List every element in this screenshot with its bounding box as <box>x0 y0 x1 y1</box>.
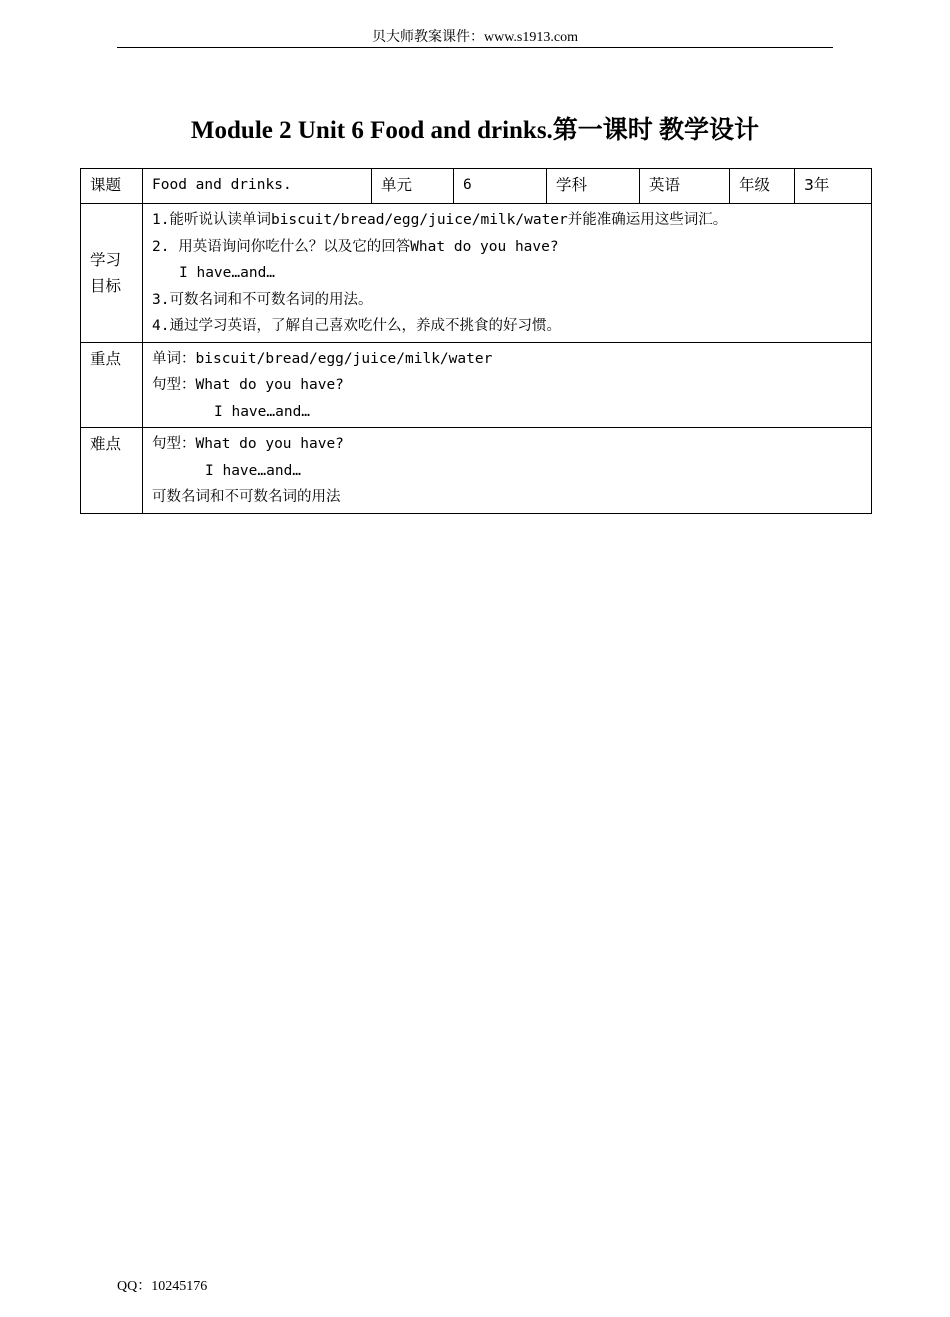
difficulty-line: 句型：What do you have? <box>152 436 344 452</box>
page-header: 贝大师教案课件：www.s1913.com <box>372 30 578 45</box>
unit-label: 单元 <box>372 169 454 204</box>
topic-value: Food and drinks. <box>143 169 372 204</box>
table-row-objectives <box>81 204 872 343</box>
unit-value: 6 <box>454 169 547 204</box>
grade-value: 3年 <box>795 169 872 204</box>
objective-line: 3.可数名词和不可数名词的用法。 <box>152 291 373 308</box>
header-rule <box>117 47 833 48</box>
key-points-content <box>143 342 872 428</box>
key-point-line: I have…and… <box>214 403 311 420</box>
table-row-difficulties <box>81 428 872 514</box>
topic-label: 课题 <box>81 169 143 204</box>
table-row-header-info <box>81 169 872 204</box>
difficulties-label: 难点 <box>81 428 143 514</box>
objectives-label-line1: 学习 <box>90 250 122 269</box>
objective-line: 1.能听说认读单词biscuit/bread/egg/juice/milk/water并能准确运用这些词汇。 <box>152 212 728 228</box>
footer-qq: QQ：10245176 <box>117 1279 208 1294</box>
objectives-label-line2: 目标 <box>90 277 122 296</box>
lesson-plan-table <box>80 168 872 514</box>
difficulties-content <box>143 428 872 514</box>
objectives-label <box>81 204 143 343</box>
subject-value: 英语 <box>640 169 730 204</box>
subject-label: 学科 <box>547 169 640 204</box>
difficulty-line: 可数名词和不可数名词的用法 <box>152 489 341 505</box>
objective-line: I have…and… <box>179 265 276 281</box>
table-row-key-points <box>81 342 872 428</box>
key-points-label: 重点 <box>81 342 143 428</box>
document-title: Module 2 Unit 6 Food and drinks.第一课时 教学设计 <box>190 117 760 144</box>
key-point-line: 句型：What do you have? <box>152 377 344 393</box>
objective-line: 2. 用英语询问你吃什么？以及它的回答What do you have? <box>152 238 559 255</box>
objectives-content <box>143 204 872 343</box>
grade-label: 年级 <box>730 169 795 204</box>
objective-line: 4.通过学习英语，了解自己喜欢吃什么，养成不挑食的好习惯。 <box>152 318 561 334</box>
difficulty-line: I have…and… <box>205 462 302 479</box>
key-point-line: 单词：biscuit/bread/egg/juice/milk/water <box>152 350 493 367</box>
